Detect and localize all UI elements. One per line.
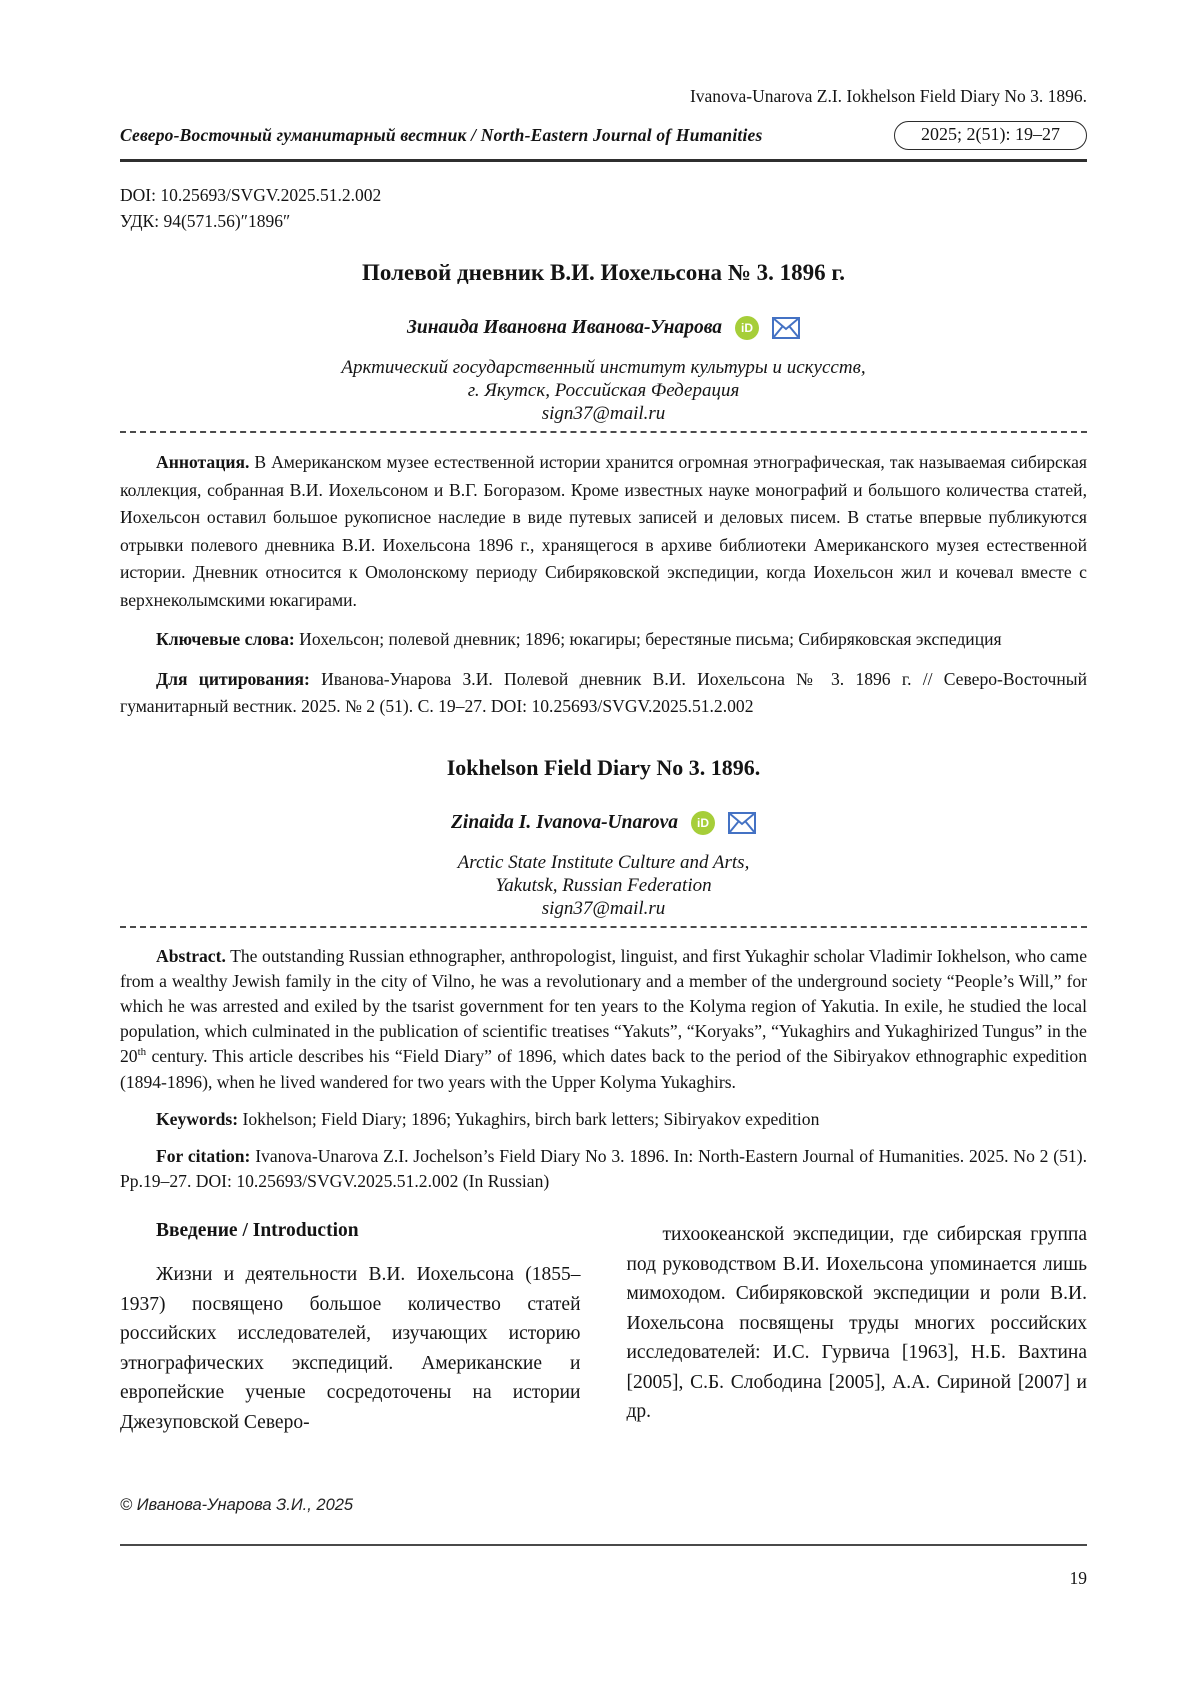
footer-rule	[120, 1544, 1087, 1546]
keywords-en-text: Iokhelson; Field Diary; 1896; Yukaghirs, birch bark letters; Sibiryakov expedition	[238, 1108, 820, 1129]
page-number: 19	[1069, 1568, 1087, 1588]
abstract-ru	[120, 449, 1087, 614]
udc-line: УДК: 94(571.56)″1896″	[120, 211, 291, 231]
affiliation-ru-line2: г. Якутск, Российская Федерация	[467, 380, 740, 401]
keywords-en	[120, 1107, 1087, 1132]
abstract-en-text-2: century. This article describes his “Field Diary” of 1896, which dates back to the period of the Sibiryakov ethnographic expedition (1894-1896), when he lived wandered for two years with the Upper Kolyma Yukaghirs.	[120, 1046, 1087, 1092]
article-title-en: Iokhelson Field Diary No 3. 1896.	[446, 754, 761, 780]
keywords-ru-text: Иохельсон; полевой дневник; 1896; юкагиры; берестяные письма; Сибиряковская экспедиция	[294, 629, 1002, 649]
dashed-separator-2	[120, 926, 1087, 928]
affiliation-en	[120, 851, 1087, 920]
citation-en	[120, 1144, 1087, 1194]
orcid-icon-en[interactable]: iD	[691, 811, 715, 835]
affiliation-ru	[120, 356, 1087, 425]
abstract-ru-text: В Американском музее естественной истории хранится огромная этнографическая, так называемая сибирская коллекция, собранная В.И. Иохельсоном и В.Г. Богоразом. Кроме известных науке монографий и большого количества статей, Иохельсон оставил большое рукописное наследие в виде путевых записей и деловых писем. В статье впервые публикуются отрывки полевого дневника В.И. Иохельсона 1896 г., хранящегося в архиве библиотеки Американского музея естественной истории. Дневник относится к Омолонскому периоду Сибиряковской экспедиции, когда Иохельсон жил и кочевал вместе с верхнеколымскими юкагирами.	[120, 452, 1087, 610]
intro-paragraph-left: Жизни и деятельности В.И. Иохельсона (1855–1937) посвящено большое количество статей российских исследователей, изучающих историю этнографических экспедиций. Американские и европейские ученые сосредоточены на истории Джезуповской Северо-	[120, 1264, 581, 1433]
citation-ru	[120, 666, 1087, 721]
keywords-ru-label: Ключевые слова:	[156, 629, 295, 649]
author-name-ru: Зинаида Ивановна Иванова-Унарова	[406, 317, 723, 338]
abstract-en	[120, 944, 1087, 1095]
abstract-ru-label: Аннотация.	[156, 452, 250, 472]
header-rule	[120, 159, 1087, 162]
abstract-en-superscript: th	[137, 1046, 147, 1059]
citation-en-label: For citation:	[156, 1145, 251, 1166]
email-envelope-icon[interactable]	[772, 317, 800, 339]
orcid-icon[interactable]: iD	[735, 316, 759, 340]
intro-left-column	[120, 1220, 581, 1437]
intro-paragraph-right: тихоокеанской экспедиции, где сибирская группа под руководством В.И. Иохельсона упоминается лишь мимоходом. Сибиряковской экспедиции и роли В.И. Иохельсона посвящены труды многих российских исследователей: И.С. Гурвича [1963], Н.Б. Вахтина [2005], С.Б. Слободина [2005], А.А. Сириной [2007] и др.	[626, 1224, 1087, 1423]
abstract-en-label: Abstract.	[156, 945, 226, 966]
affiliation-en-line1: Arctic State Institute Culture and Arts,	[457, 851, 750, 873]
running-head: Ivanova-Unarova Z.I. Iokhelson Field Diary No 3. 1896.	[689, 86, 1087, 106]
copyright-line: © Иванова-Унарова З.И., 2025	[120, 1496, 354, 1514]
keywords-en-label: Keywords:	[156, 1108, 239, 1129]
author-email-ru[interactable]: sign37@mail.ru	[541, 403, 666, 424]
author-row-ru	[120, 316, 1087, 340]
keywords-ru	[120, 626, 1087, 654]
doi-line: DOI: 10.25693/SVGV.2025.51.2.002	[120, 185, 382, 205]
intro-heading: Введение / Introduction	[156, 1220, 359, 1242]
affiliation-en-line2: Yakutsk, Russian Federation	[495, 874, 712, 896]
affiliation-ru-line1: Арктический государственный институт культуры и искусств,	[341, 357, 866, 378]
issue-badge: 2025; 2(51): 19–27	[894, 121, 1087, 150]
journal-title: Северо-Восточный гуманитарный вестник / North-Eastern Journal of Humanities	[120, 125, 763, 145]
citation-ru-text: Иванова-Унарова З.И. Полевой дневник В.И. Иохельсона № 3. 1896 г. // Северо-Восточный гуманитарный вестник. 2025. № 2 (51). С. 19–27. DOI: 10.25693/SVGV.2025.51.2.002	[120, 668, 1087, 716]
author-email-en[interactable]: sign37@mail.ru	[541, 897, 666, 919]
author-name-en: Zinaida I. Ivanova-Unarova	[451, 811, 678, 833]
intro-right-column	[627, 1220, 1088, 1437]
citation-en-text: Ivanova-Unarova Z.I. Jochelson’s Field Diary No 3. 1896. In: North-Eastern Journal of Humanities. 2025. No 2 (51). Pp.19–27. DOI: 10.25693/SVGV.2025.51.2.002 (In Russian)	[120, 1145, 1087, 1192]
citation-ru-label: Для цитирования:	[156, 668, 310, 689]
abstract-en-text-1: The outstanding Russian ethnographer, anthropologist, linguist, and first Yukaghir scholar Vladimir Iokhelson, who came from a wealthy Jewish family in the city of Vilno, he was a revolutionary and a member of the underground society “People’s Will,” for which he was arrested and exiled by the tsarist government for ten years to the Kolyma region of Yakutia. In exile, he studied the local population, which culminated in the publication of scientific treatises “Yakuts”, “Koryaks”, “Yukaghirs and Yukaghirized Tungus” in the 20	[120, 945, 1087, 1067]
author-row-en	[120, 811, 1087, 835]
dashed-separator-1	[120, 431, 1087, 433]
intro-columns	[120, 1220, 1087, 1437]
journal-header-row	[120, 121, 1087, 150]
article-title-ru: Полевой дневник В.И. Иохельсона № 3. 1896 г.	[362, 260, 845, 285]
email-envelope-icon-en[interactable]	[728, 812, 756, 834]
